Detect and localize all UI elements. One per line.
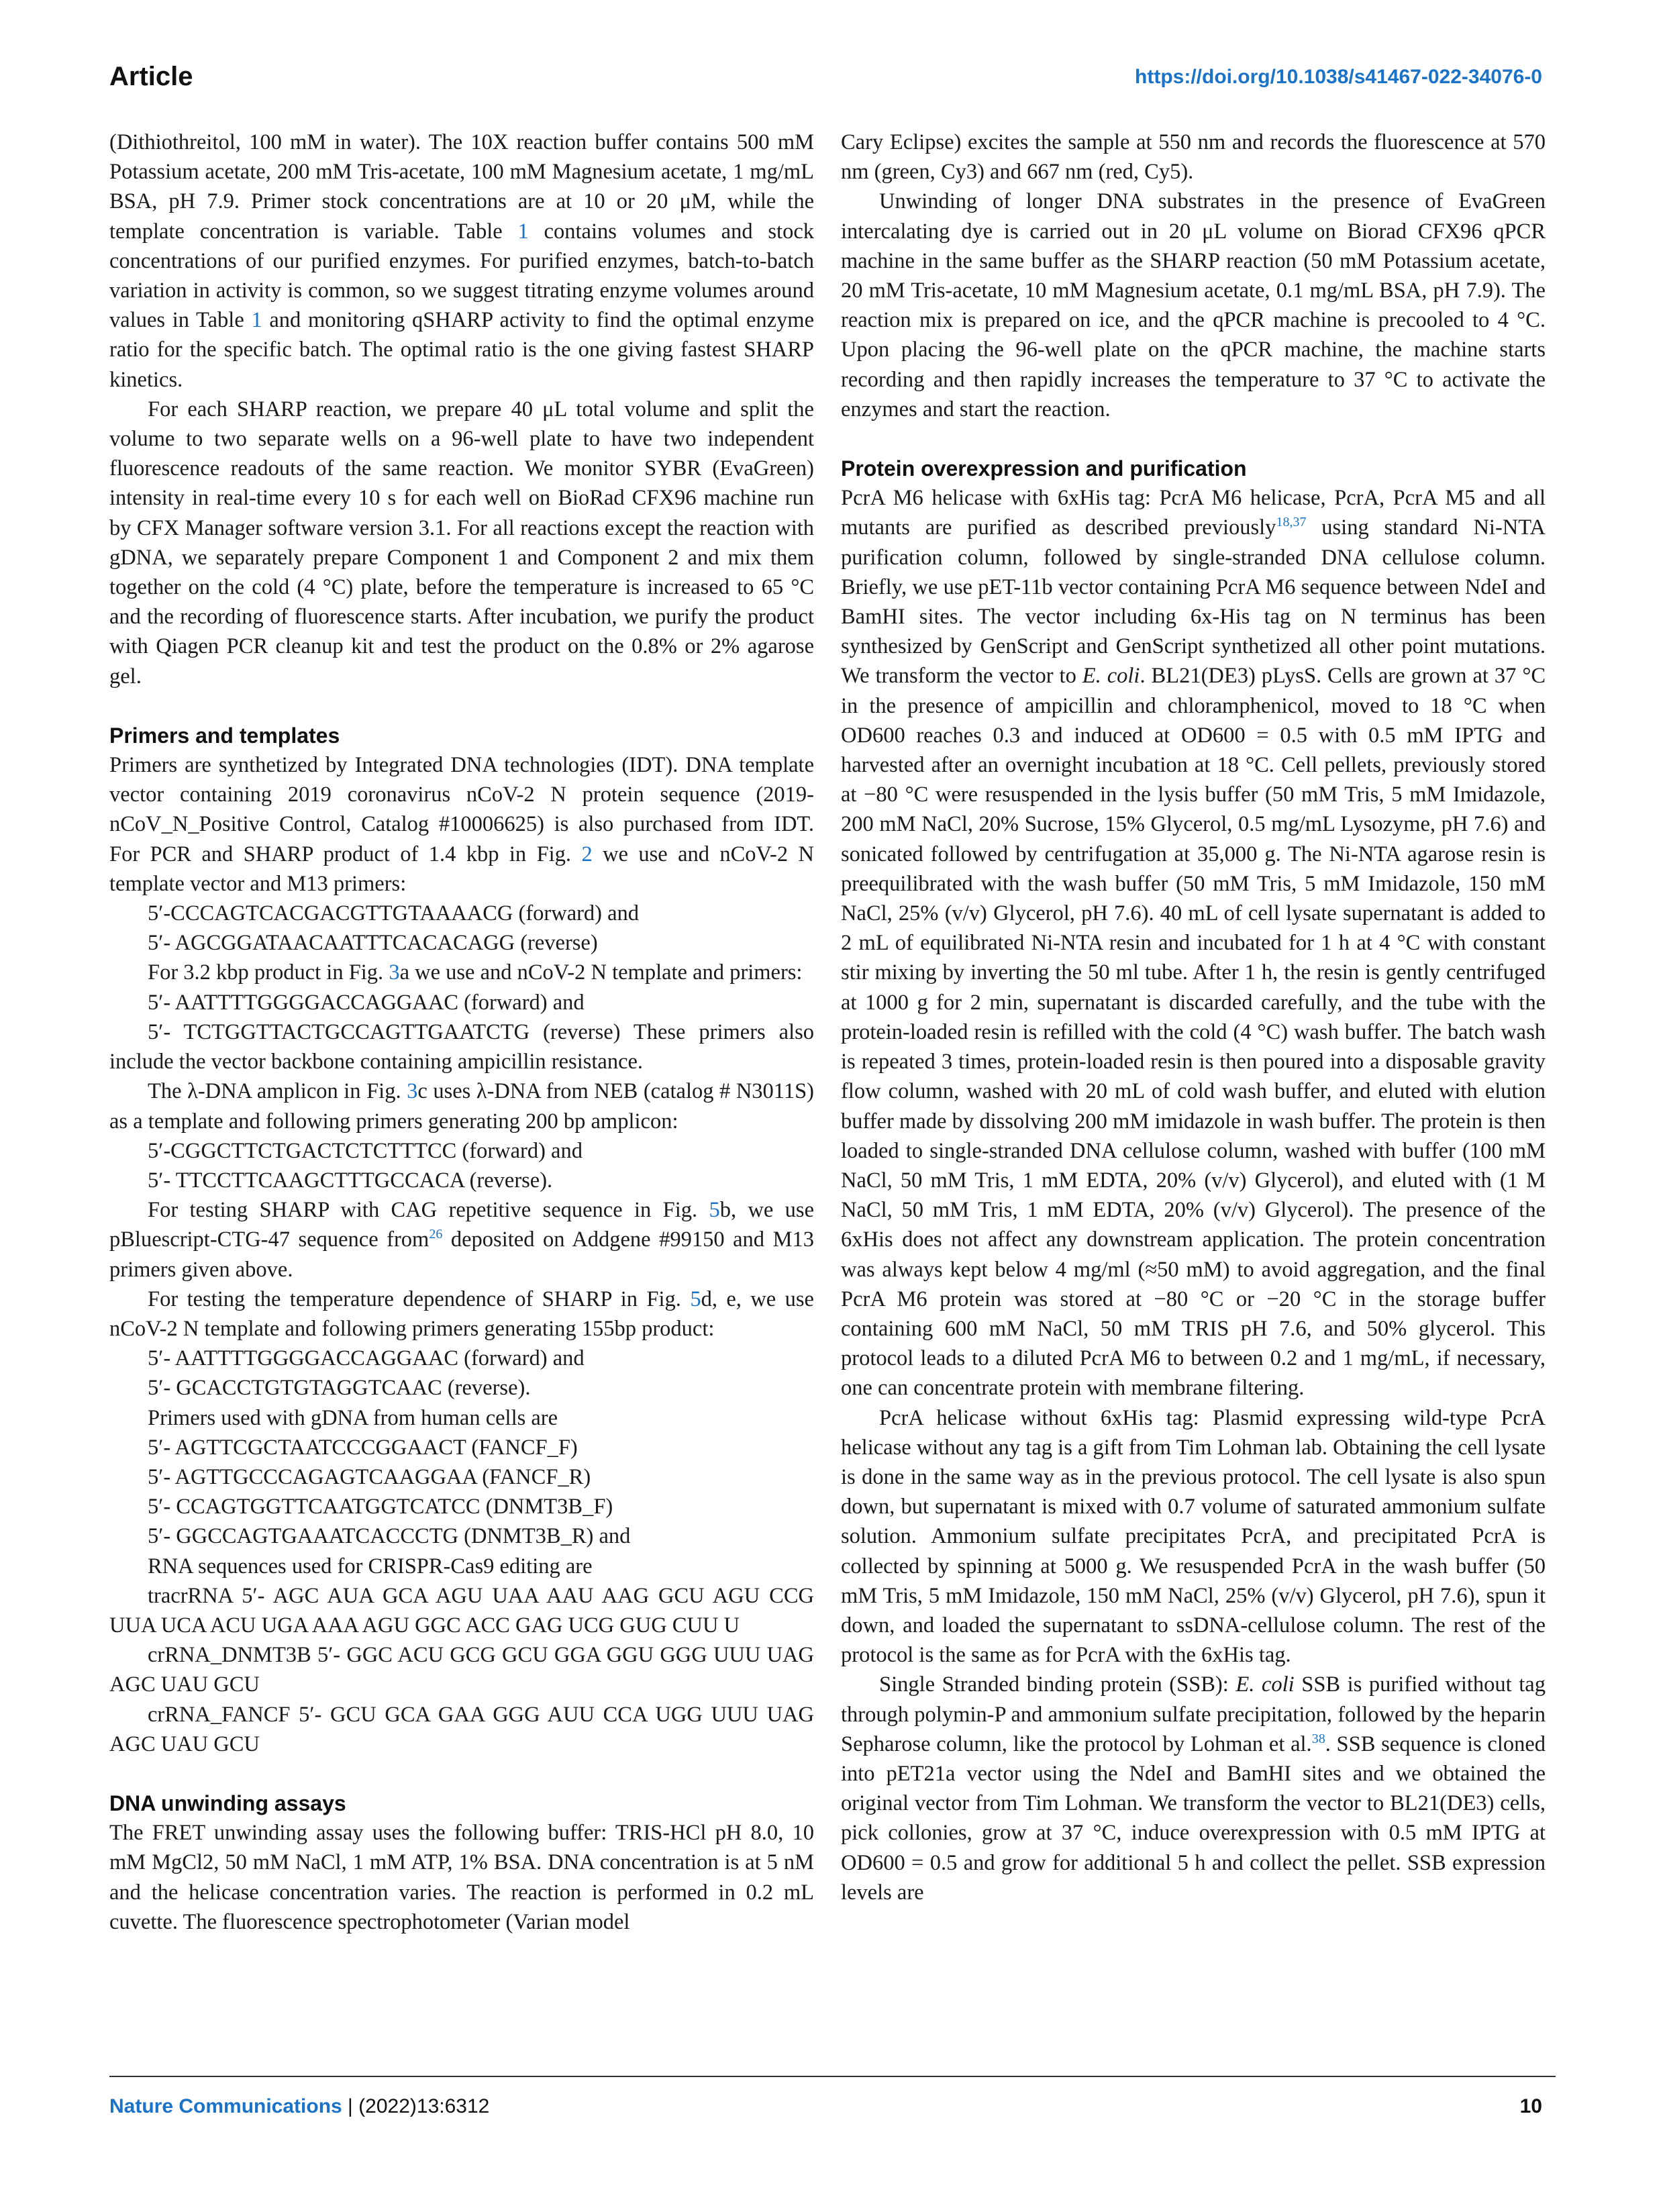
table-ref-link[interactable]: 1 xyxy=(251,308,262,333)
section-heading-primers: Primers and templates xyxy=(109,723,340,748)
paragraph: The λ-DNA amplicon in Fig. 3c uses λ-DNA from NEB (catalog # N3011S) as a template and following primers generating 200 bp amplicon: xyxy=(109,1079,814,1134)
citation-link[interactable]: 38 xyxy=(1311,1731,1325,1746)
primer-sequence: 5′- TCTGGTTACTGCCAGTTGAATCTG (reverse) These primers also include the vector backbone containing ampicillin resistance. xyxy=(109,1019,814,1074)
rna-sequence: tracrRNA 5′- AGC AUA GCA AGU UAA AAU AAG GCU AGU CCG UUA UCA ACU UGA AAA AGU GGC ACC GAG UCG GUG CUU U xyxy=(109,1583,814,1638)
citation-link[interactable]: 26 xyxy=(429,1227,443,1242)
primer-sequence: 5′-CCCAGTCACGACGTTGTAAAACG (forward) and xyxy=(148,901,640,926)
figure-ref-link[interactable]: 2 xyxy=(581,842,593,866)
journal-name[interactable]: Nature Communications xyxy=(109,2095,342,2117)
rna-sequence: crRNA_DNMT3B 5′- GGC ACU GCG GCU GGA GGU GGG UUU UAG AGC UAU GCU xyxy=(109,1643,814,1697)
left-column xyxy=(109,128,814,1937)
paragraph: Cary Eclipse) excites the sample at 550 nm and records the fluorescence at 570 nm (green, Cy3) and 667 nm (red, Cy5). xyxy=(841,130,1546,185)
doi-link[interactable]: https://doi.org/10.1038/s41467-022-34076-0 xyxy=(1135,66,1542,88)
figure-ref-link[interactable]: 3 xyxy=(389,960,400,985)
section-heading-unwinding: DNA unwinding assays xyxy=(109,1791,346,1815)
primer-sequence: 5′- CCAGTGGTTCAATGGTCATCC (DNMT3B_F) xyxy=(148,1495,613,1519)
citation-link[interactable]: 18,37 xyxy=(1276,515,1307,530)
paragraph: For 3.2 kbp product in Fig. 3a we use and nCoV-2 N template and primers: xyxy=(148,960,803,985)
primer-sequence: 5′- AGCGGATAACAATTTCACACAGG (reverse) xyxy=(148,931,598,956)
paragraph: Unwinding of longer DNA substrates in the presence of EvaGreen intercalating dye is carried out in 20 μL volume on Biorad CFX96 qPCR machine in the same buffer as the SHARP reaction (50 mM Potassium acetate, 20 mM Tris-acetate, 10 mM Magnesium acetate, 0.1 mg/mL BSA, pH 7.9). The reaction mix is prepared on ice, and the qPCR machine is precooled to 4 °C. Upon placing the 96-well plate on the qPCR machine, the machine starts recording and then rapidly increases the temperature to 37 °C to activate the enzymes and start the reaction. xyxy=(841,189,1546,421)
paragraph: The FRET unwinding assay uses the following buffer: TRIS-HCl pH 8.0, 10 mM MgCl2, 50 mM NaCl, 1 mM ATP, 1% BSA. DNA concentration is at 5 nM and the helicase concentration varies. The reaction is performed in 0.2 mL cuvette. The fluorescence spectrophotometer (Varian model xyxy=(109,1821,814,1934)
primer-sequence: Primers used with gDNA from human cells are xyxy=(148,1405,558,1430)
table-ref-link[interactable]: 1 xyxy=(517,219,529,244)
figure-ref-link[interactable]: 5 xyxy=(690,1287,701,1311)
section-label: Article xyxy=(109,62,193,91)
paragraph: Single Stranded binding protein (SSB): E. coli SSB is purified without tag through polymin-P and ammonium sulfate precipitation, followed by the heparin Sepharose column, like the protocol by Lohman et al.$^{38}$. SSB sequence is cloned into pET21a vector using the NdeI and BamHI sites and we obtained the original vector from Tim Lohman. We transform the vector to BL21(DE3) cells, pick collonies, grow at 37 °C, induce overexpression with 0.5 mM IPTG at OD600 = 0.5 and grow for additional 5 h and collect the pellet. SSB expression levels are xyxy=(841,1672,1546,1905)
right-column xyxy=(841,128,1546,1907)
primer-sequence: 5′- AGTTCGCTAATCCCGGAACT (FANCF_F) xyxy=(148,1435,578,1460)
primer-sequence: 5′- AATTTTGGGGACCAGGAAC (forward) and xyxy=(148,990,585,1015)
paragraph: Primers are synthetized by Integrated DNA technologies (IDT). DNA template vector containing 2019 coronavirus nCoV-2 N protein sequence (2019-nCoV_N_Positive Control, Catalog #10006625) is also purchased from IDT. For PCR and SHARP product of 1.4 kbp in Fig. 2 we use and nCoV-2 N template vector and M13 primers: xyxy=(109,753,814,896)
primer-sequence: 5′-CGGCTTCTGACTCTCTTTCC (forward) and xyxy=(148,1138,583,1163)
section-heading-protein: Protein overexpression and purification xyxy=(841,456,1247,481)
paragraph: For testing the temperature dependence of SHARP in Fig. 5d, e, we use nCoV-2 N template and following primers generating 155bp product: xyxy=(109,1287,814,1341)
footer-divider xyxy=(109,2076,1556,2077)
primer-sequence: 5′- AGTTGCCCAGAGTCAAGGAA (FANCF_R) xyxy=(148,1464,591,1489)
footer-citation: Nature Communications | (2022)13:6312 xyxy=(109,2095,490,2117)
paragraph: PcrA M6 helicase with 6xHis tag: PcrA M6 helicase, PcrA, PcrA M5 and all mutants are purified as described previously$^{18,37}$ using standard Ni-NTA purification column, followed by single-stranded DNA cellulose column. Briefly, we use pET-11b vector containing PcrA M6 sequence between NdeI and BamHI sites. The vector including 6x-His tag on N terminus has been synthesized by GenScript and GenScript synthetized all other point mutations. We transform the vector to E. coli. BL21(DE3) pLysS. Cells are grown at 37 °C in the presence of ampicillin and chloramphenicol, moved to 18 °C when OD600 reaches 0.3 and induced at OD600 = 0.5 with 0.5 mM IPTG and harvested after an overnight incubation at 18 °C. Cell pellets, previously stored at −80 °C were resuspended in the lysis buffer (50 mM Tris, 5 mM Imidazole, 200 mM NaCl, 20% Sucrose, 15% Glycerol, 0.5 mg/mL Lysozyme, pH 7.6) and sonicated followed by centrifugation at 35,000 g. The Ni-NTA agarose resin is preequilibrated with the wash buffer (50 mM Tris, 5 mM Imidazole, 150 mM NaCl, 25% (v/v) Glycerol, pH 7.6). 40 mL of cell lysate supernatant is added to 2 mL of equilibrated Ni-NTA resin and incubated for 1 h at 4 °C with constant stir mixing by inverting the 50 ml tube. After 1 h, the resin is gently centrifuged at 1000 g for 2 min, supernatant is discarded carefully, and the tube with the protein-loaded resin is refilled with the cold (4 °C) wash buffer. The batch wash is repeated 3 times, protein-loaded resin is then poured into a disposable gravity flow column, washed with 20 mL of cold wash buffer, and eluted with elution buffer made by dissolving 200 mM imidazole in wash buffer. The protein is then loaded to single-stranded DNA cellulose column, washed with buffer (100 mM NaCl, 50 mM Tris, 1 mM EDTA, 20% (v/v) Glycerol), and eluted with (1 M NaCl, 50 mM Tris, 1 mM EDTA, 20% (v/v) Glycerol). The presence of the 6xHis does not affect any downstream application. The protein concentration was always kept below 4 mg/ml (≈50 mM) to avoid aggregation, and the final PcrA M6 protein was stored at −80 °C or −20 °C in the storage buffer containing 600 mM NaCl, 50 mM TRIS pH 7.6, and 50% glycerol. This protocol leads to a diluted PcrA M6 to between 0.2 and 1 mg/mL, if necessary, one can concentrate protein with membrane filtering. xyxy=(841,486,1546,1401)
primer-sequence: 5′- GGCCAGTGAAATCACCCTG (DNMT3B_R) and xyxy=(148,1524,631,1549)
figure-ref-link[interactable]: 3 xyxy=(407,1079,418,1104)
primer-sequence: RNA sequences used for CRISPR-Cas9 editing are xyxy=(148,1554,593,1578)
paragraph: (Dithiothreitol, 100 mM in water). The 10X reaction buffer contains 500 mM Potassium acetate, 200 mM Tris-acetate, 100 mM Magnesium acetate, 1 mg/mL BSA, pH 7.9. Primer stock concentrations are at 10 or 20 μM, while the template concentration is variable. Table 1 contains volumes and stock concentrations of our purified enzymes. For purified enzymes, batch-to-batch variation in activity is common, so we suggest titrating enzyme volumes around values in Table 1 and monitoring qSHARP activity to find the optimal enzyme ratio for the specific batch. The optimal ratio is the one giving fastest SHARP kinetics. xyxy=(109,130,815,392)
primer-sequence: 5′- AATTTTGGGGACCAGGAAC (forward) and xyxy=(148,1346,585,1371)
primer-sequence: 5′- GCACCTGTGTAGGTCAAC (reverse). xyxy=(148,1376,531,1401)
paragraph: For each SHARP reaction, we prepare 40 μL total volume and split the volume to two separate wells on a 96-well plate to have two independent fluorescence readouts of the same reaction. We monitor SYBR (EvaGreen) intensity in real-time every 10 s for each well on BioRad CFX96 machine run by CFX Manager software version 3.1. For all reactions except the reaction with gDNA, we separately prepare Component 1 and Component 2 and mix them together on the cold (4 °C) plate, before the temperature is increased to 65 °C and the recording of fluorescence starts. After incubation, we purify the product with Qiagen PCR cleanup kit and test the product on the 0.8% or 2% agarose gel. xyxy=(109,397,814,689)
rna-sequence: crRNA_FANCF 5′- GCU GCA GAA GGG AUU CCA UGG UUU UAG AGC UAU GCU xyxy=(109,1702,814,1756)
paragraph: For testing SHARP with CAG repetitive sequence in Fig. 5b, we use pBluescript-CTG-47 sequence from$^{26}$ deposited on Addgene #99150 and M13 primers given above. xyxy=(109,1198,815,1282)
primer-sequence: 5′- TTCCTTCAAGCTTTGCCACA (reverse). xyxy=(148,1168,553,1193)
paragraph: PcrA helicase without 6xHis tag: Plasmid expressing wild-type PcrA helicase without any tag is a gift from Tim Lohman lab. Obtaining the cell lysate is done in the same way as in the previous protocol. The cell lysate is also spun down, but supernatant is mixed with 0.7 volume of saturated ammonium sulfate solution. Ammonium sulfate precipitates PcrA, and precipitated PcrA is collected by spinning at 5000 g. We resuspended PcrA in the wash buffer (50 mM Tris, 5 mM Imidazole, 150 mM NaCl, 25% (v/v) Glycerol, pH 7.6), spun it down, and loaded the supernatant to ssDNA-cellulose column. The rest of the protocol is the same as for PcrA with the 6xHis tag. xyxy=(841,1405,1546,1668)
page-number: 10 xyxy=(1519,2095,1542,2117)
figure-ref-link[interactable]: 5 xyxy=(709,1198,720,1223)
